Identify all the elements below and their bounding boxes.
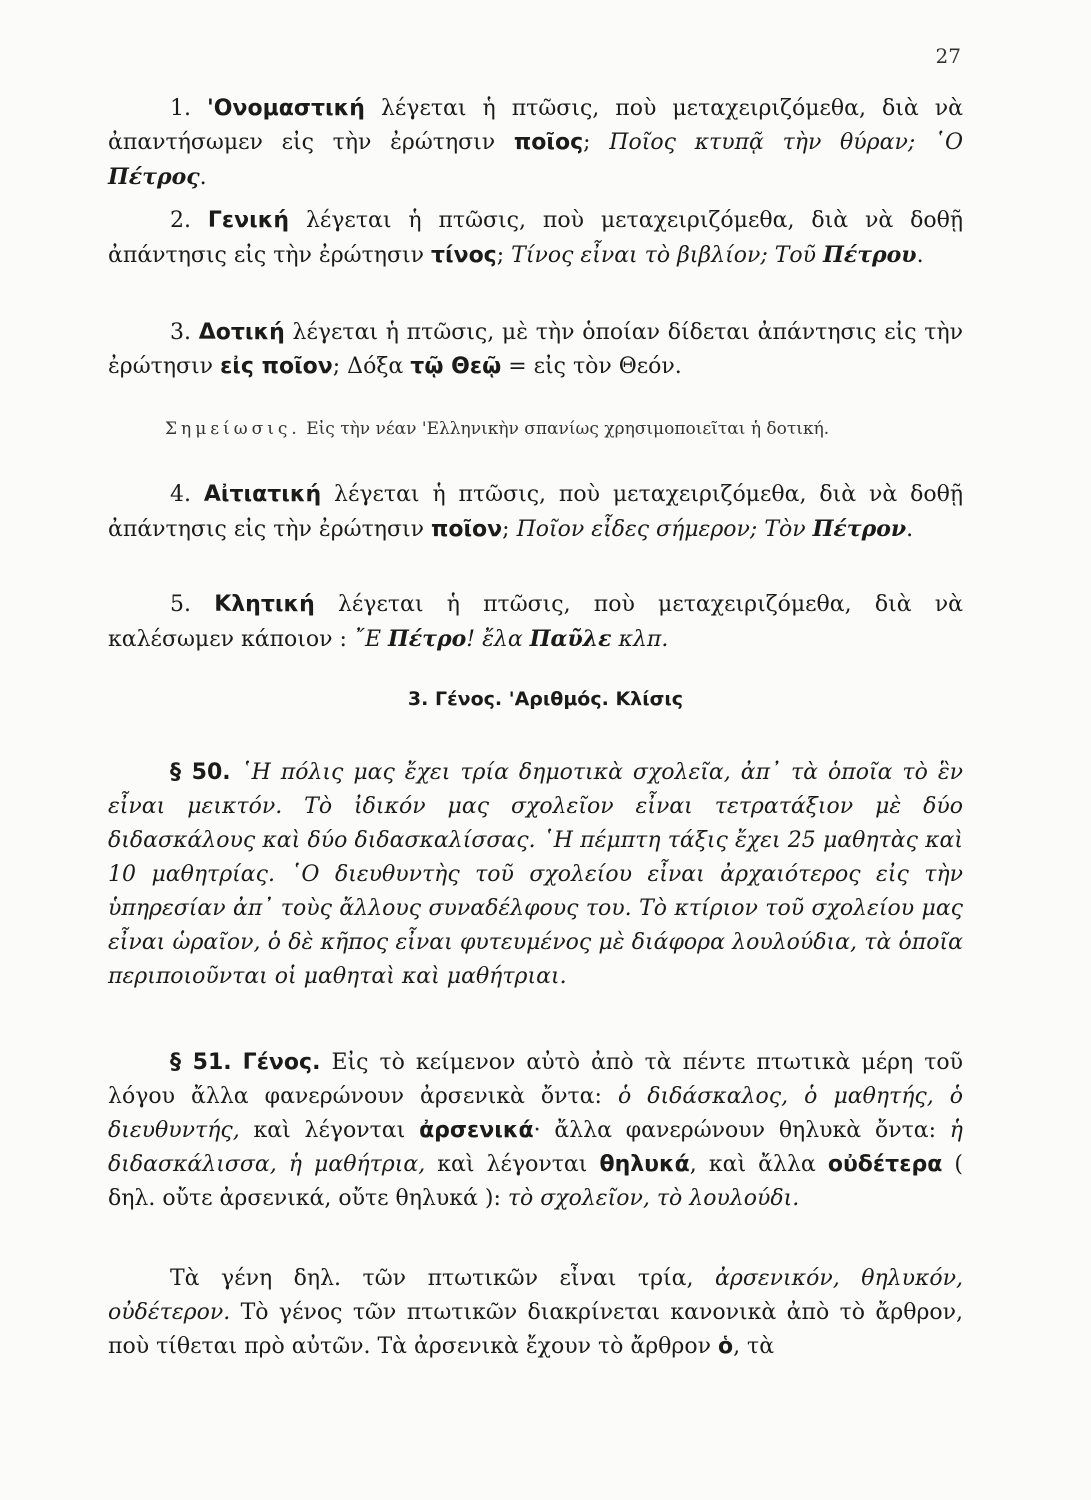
example-answer: Πέτρον (812, 516, 907, 542)
text: λέγεται ἡ πτῶσις, ποὺ μεταχειριζόμεθα, διὰ νὰ καλέσωμεν κάποιον : (108, 592, 963, 652)
paragraph-51 (108, 1046, 963, 1216)
text: λέγεται ἡ πτῶσις, ποὺ μεταχειριζόμεθα, διὰ νὰ ἀπαντήσωμεν εἰς τὴν ἐρώτησιν (108, 96, 963, 155)
example-answer: Πέτρος (108, 164, 200, 190)
term-gender: Γένος. (242, 1050, 321, 1075)
text: λέγεται ἡ πτῶσις, ποὺ μεταχειριζόμεθα, διὰ νὰ δοθῇ ἀπάντησις εἰς τὴν ἐρώτησιν (108, 482, 963, 542)
example-answer: Πέτρο (388, 626, 467, 652)
section-heading: 3. Γένος. 'Αριθμός. Κλίσις (407, 688, 684, 710)
paragraph-genders (108, 1262, 963, 1364)
example: ῾Ο (933, 130, 964, 155)
example: ! ἔλα (466, 627, 523, 652)
article: ὁ (717, 1334, 734, 1359)
question-word: ποῖον (430, 517, 503, 542)
example: ῎Ε (353, 627, 381, 652)
text: ( δηλ. οὔτε ἀρσενικά, οὔτε θηλυκά ): (108, 1152, 963, 1211)
text: λέγεται ἡ πτῶσις, ποὺ μεταχειριζόμεθα, διὰ νὰ δοθῇ ἀπάντησις εἰς τὴν ἐρώτησιν (108, 208, 964, 268)
text: . (906, 517, 914, 542)
text: , καὶ ἄλλα (689, 1152, 816, 1177)
item-number: 1. (170, 96, 191, 121)
paragraph-nominative (108, 92, 963, 195)
item-number: 3. (170, 320, 191, 345)
term-nominative: 'Ονομαστική (207, 96, 365, 121)
example: κλπ. (618, 627, 669, 652)
keyword-neuter: οὐδέτερα (827, 1152, 943, 1177)
example: τὸ σχολεῖον, τὸ λουλούδι. (507, 1186, 800, 1211)
keyword-feminine: θηλυκά (599, 1152, 690, 1177)
term-dative: Δοτική (198, 320, 285, 345)
text: Τὰ γένη δηλ. τῶν πτωτικῶν εἶναι τρία, (170, 1266, 694, 1291)
keyword-masculine: ἀρσενικά (419, 1118, 534, 1143)
note-text: Εἰς τὴν νέαν 'Ελληνικὴν σπανίως χρησιμοποιεῖται ἡ δοτική. (306, 419, 830, 439)
item-number: 2. (170, 208, 191, 233)
paragraph-accusative (108, 478, 963, 547)
example: Ποῖος κτυπᾷ τὴν θύραν; (609, 130, 916, 155)
note-label: Σημείωσις. (165, 419, 301, 439)
example-answer: Παῦλε (529, 626, 612, 652)
text: Εἰς τὸ κείμενον αὐτὸ ἀπὸ τὰ πέντε πτωτικὰ μέρη τοῦ λόγου ἄλλα φανερώνουν ἀρσενικὰ ὄντα: (108, 1050, 963, 1109)
section-number: § 51. (170, 1050, 232, 1075)
text: καὶ λέγονται (253, 1118, 406, 1143)
question-word: εἰς ποῖον (220, 354, 333, 379)
text: ; Δόξα (332, 354, 404, 379)
text: , τὰ (733, 1334, 775, 1359)
example-bold: τῷ Θεῷ (410, 354, 502, 379)
item-number: 5. (170, 592, 191, 617)
example-answer: Πέτρου (823, 242, 917, 268)
paragraph-50 (108, 756, 963, 994)
example: Ποῖον εἶδες σήμερον; Τὸν (516, 517, 806, 542)
paragraph-genitive (108, 204, 963, 273)
term-accusative: Αἰτιατική (203, 482, 322, 507)
section-number: § 50. (170, 760, 231, 785)
text: · ἄλλα φανερώνουν θηλυκὰ ὄντα: (533, 1118, 937, 1143)
example: Τίνος εἶναι τὸ βιβλίον; Τοῦ (511, 243, 817, 268)
text: καὶ λέγονται (437, 1152, 588, 1177)
text: ; (496, 243, 505, 268)
term-genitive: Γενική (207, 208, 290, 233)
paragraph-vocative (108, 588, 963, 657)
text: ; (502, 517, 510, 542)
example: ὁ διδάσκαλος, ὁ μαθητής, ὁ διευθυντής, (108, 1084, 963, 1143)
question-word: τίνος (430, 243, 497, 268)
reading-text: ῾Η πόλις μας ἔχει τρία δημοτικὰ σχολεῖα, ἀπ᾽ τὰ ὁποῖα τὸ ἓν εἶναι μεικτόν. Τὸ ἰδικόν μας σχολεῖον εἶναι τετρατάξιον μὲ δύο διδασκάλους καὶ δύο διδασκαλίσσας. ῾Η πέμπτη τάξις ἔχει 25 μαθητὰς καὶ 10 μαθητρίας. ῾Ο διευθυντὴς τοῦ σχολείου εἶναι ἀρχαιότερος εἰς τὴν ὑπηρεσίαν ἀπ᾽ τοὺς ἄλλους συναδέλφους του. Τὸ κτίριον τοῦ σχολείου μας εἶναι ὡραῖον, ὁ δὲ κῆπος εἶναι φυτευμένος μὲ διάφορα λουλούδια, τὰ ὁποῖα περιποιοῦνται οἱ μαθηταὶ καὶ μαθήτριαι. (108, 760, 963, 989)
text: = εἰς τὸν Θεόν. (508, 354, 682, 379)
text: λέγεται ἡ πτῶσις, μὲ τὴν ὁποίαν δίδεται ἀπάντησις εἰς τὴν ἐρώτησιν (108, 320, 964, 379)
question-word: ποῖος (513, 130, 584, 155)
text: . (199, 165, 207, 190)
item-number: 4. (170, 482, 191, 507)
example: ἀρσενικόν, θηλυκόν, οὐδέτερον. (108, 1266, 964, 1325)
text: . (916, 243, 924, 268)
example: ἡ διδασκάλισσα, ἡ μαθήτρια, (108, 1118, 963, 1177)
text: Τὸ γένος τῶν πτωτικῶν διακρίνεται κανονικὰ ἀπὸ τὸ ἄρθρον, ποὺ τίθεται πρὸ αὐτῶν. Τὰ ἀρσενικὰ ἔχουν τὸ ἄρθρον (108, 1300, 963, 1359)
note (165, 416, 965, 442)
term-vocative: Κλητική (214, 592, 315, 617)
paragraph-dative (108, 316, 963, 384)
page-number: 27 (935, 44, 961, 68)
text: ; (583, 130, 591, 155)
